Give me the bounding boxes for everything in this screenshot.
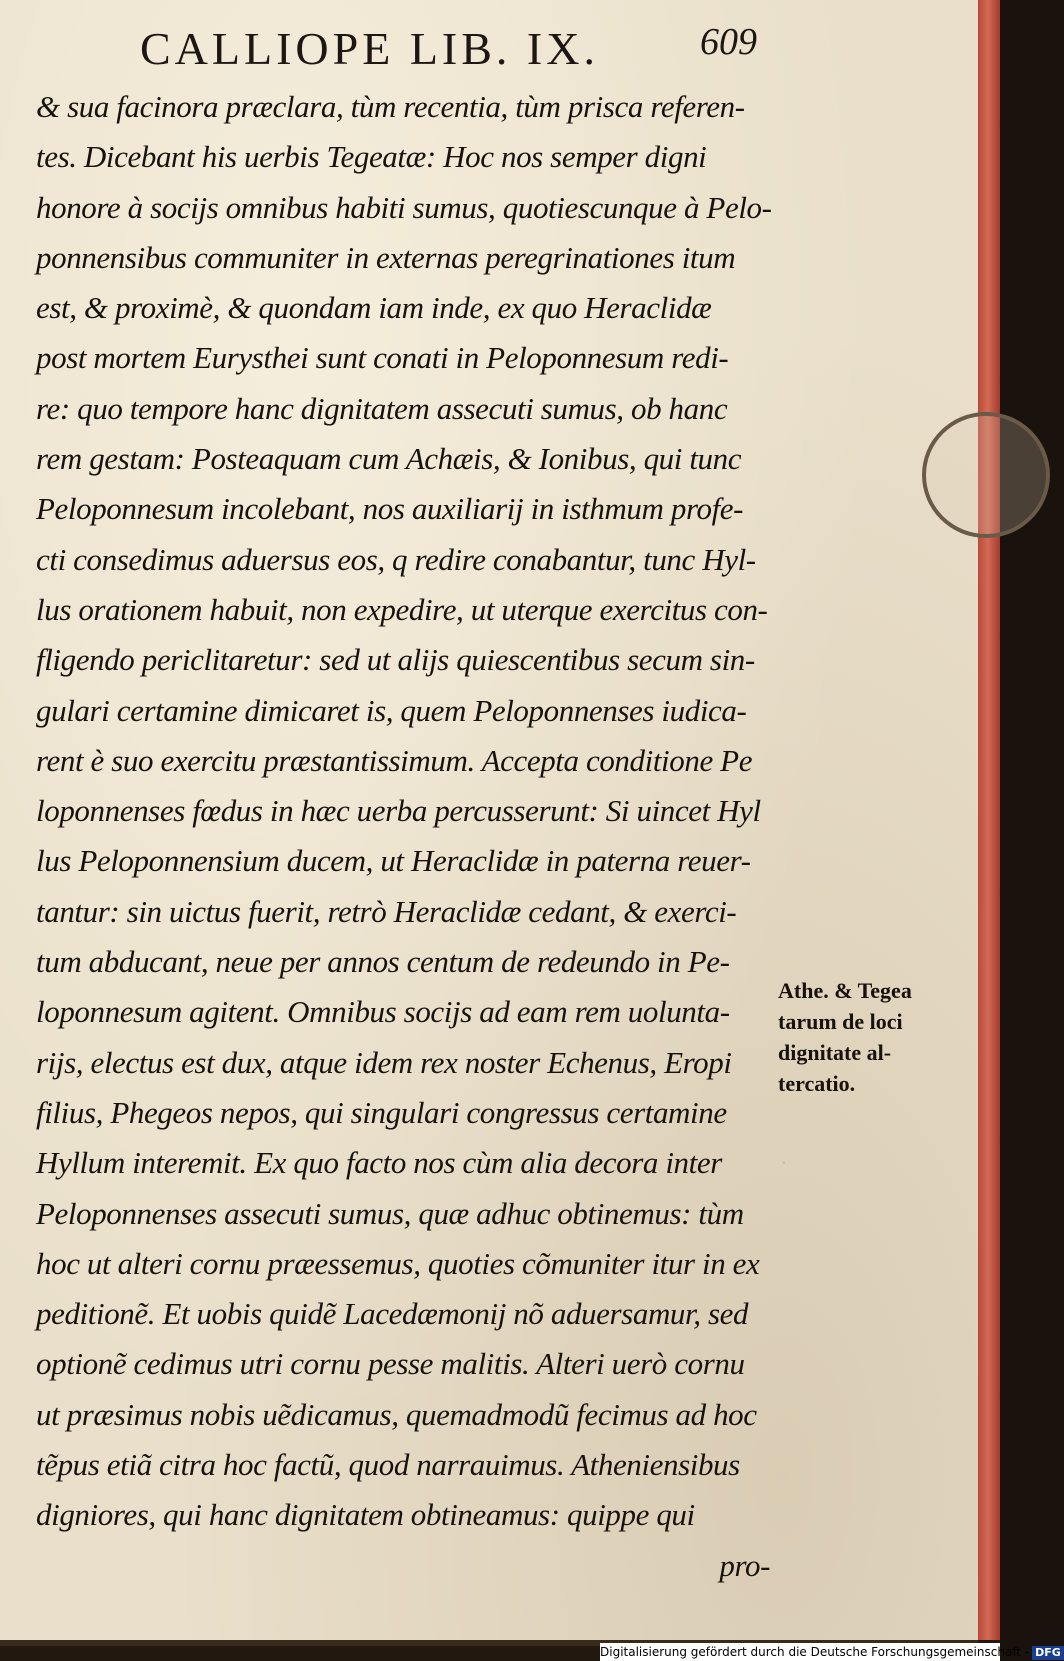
credit-text: Digitalisierung gefördert durch die Deutsche Forschungsgemeinschaft -: [600, 1645, 1030, 1659]
red-fore-edge: [978, 0, 1000, 1640]
text-line: gulari certamine dimicaret is, quem Peloponnenses iudica-: [36, 692, 747, 728]
margin-note-line: dignitate al-: [778, 1040, 892, 1065]
text-line: Peloponnesum incolebant, nos auxiliarij in isthmum profe-: [36, 491, 744, 527]
text-line: hoc ut alteri cornu præessemus, quoties cõmuniter itur in ex: [36, 1245, 760, 1281]
text-line: & sua facinora præclara, tùm recentia, tùm prisca referen-: [36, 89, 745, 124]
text-line: optionẽ cedimus utri cornu pesse malitis. Alteri uerò cornu: [36, 1346, 745, 1382]
text-line: lus orationem habuit, non expedire, ut uterque exercitus con-: [36, 591, 768, 627]
text-line: rem gestam: Posteaquam cum Achæis, & Ionibus, qui tunc: [36, 441, 742, 477]
text-line: fligendo periclitaretur: sed ut alijs quiescentibus secum sin-: [36, 642, 755, 678]
text-line: Peloponnenses assecuti sumus, quæ adhuc obtinemus: tùm: [36, 1195, 744, 1231]
text-line: tẽpus etiã citra hoc factũ, quod narrauimus. Atheniensibus: [36, 1447, 740, 1483]
catchword: pro-: [719, 1547, 770, 1583]
text-line: loponnenses fœdus in hæc uerba percusserunt: Si uincet Hyl: [36, 793, 761, 829]
text-line: tum abducant, neue per annos centum de redeundo in Pe-: [36, 944, 730, 980]
text-line: lus Peloponnensium ducem, ut Heraclidæ in paterna reuer-: [36, 843, 751, 879]
margin-note-line: tarum de loci: [778, 1009, 903, 1034]
text-line: loponnesum agitent. Omnibus socijs ad eam rem uolunta-: [36, 994, 730, 1030]
margin-note: [778, 975, 938, 1099]
digitization-credit: [600, 1643, 1061, 1661]
text-line: ponnensibus communiter in externas peregrinationes itum: [36, 239, 736, 275]
text-line: re: quo tempore hanc dignitatem assecuti sumus, ob hanc: [36, 390, 728, 426]
show-through-mark: ·: [780, 1150, 788, 1175]
text-line: filius, Phegeos nepos, qui singulari congressus certamine: [36, 1094, 727, 1130]
main-text-block: [36, 82, 778, 1591]
text-line: ut præsimus nobis uẽdicamus, quemadmodũ fecimus ad hoc: [36, 1396, 757, 1432]
running-head: [0, 8, 978, 78]
text-line: cti consedimus aduersus eos, q redire conabantur, tunc Hyl-: [36, 541, 756, 577]
text-line: rent è suo exercitu præstantissimum. Accepta conditione Pe: [36, 742, 753, 778]
running-head-title: CALLIOPE LIB. IX.: [140, 23, 599, 74]
text-line: est, & proximè, & quondam iam inde, ex quo Heraclidæ: [36, 290, 712, 326]
text-line: honore à socijs omnibus habiti sumus, quotiescunque à Pelo-: [36, 189, 772, 225]
book-clasp-loop: [922, 412, 1050, 538]
folio-number: 609: [700, 21, 757, 63]
text-line: post mortem Eurysthei sunt conati in Peloponnesum redi-: [36, 340, 729, 376]
margin-note-line: tercatio.: [778, 1071, 856, 1096]
text-line: tantur: sin uictus fuerit, retrò Heraclidæ cedant, & exerci-: [36, 893, 737, 929]
text-line: Hyllum interemit. Ex quo facto nos cùm alia decora inter: [36, 1145, 722, 1181]
dfg-logo: DFG: [1032, 1646, 1064, 1660]
text-line: tes. Dicebant his uerbis Tegeatæ: Hoc nos semper digni: [36, 139, 707, 175]
margin-note-line: Athe. & Tegea: [778, 978, 912, 1003]
text-line: digniores, qui hanc dignitatem obtineamus: quippe qui: [36, 1497, 695, 1533]
text-line: rijs, electus est dux, atque idem rex noster Echenus, Eropi: [36, 1044, 732, 1080]
text-line: peditionẽ. Et uobis quidẽ Lacedæmonij nõ aduersamur, sed: [36, 1296, 749, 1332]
